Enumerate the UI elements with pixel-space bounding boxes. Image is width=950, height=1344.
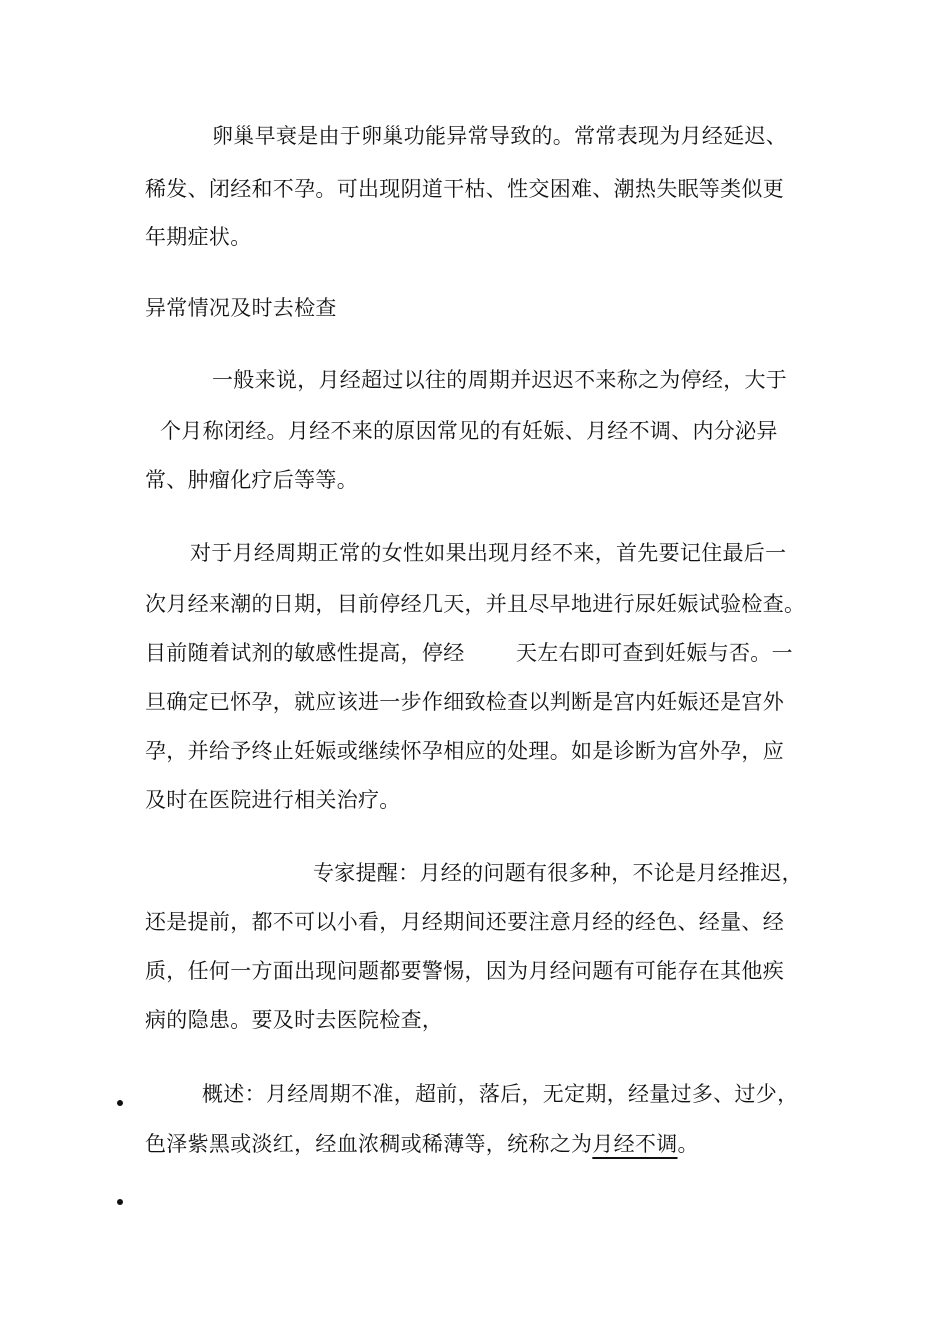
p4-line-4: 病的隐患。要及时去医院检查，	[145, 1008, 444, 1032]
p1-line-2: 稀发、闭经和不孕。可出现阴道干枯、性交困难、潮热失眠等类似更	[145, 177, 784, 201]
p4-line-3: 质，任何一方面出现问题都要警惕，因为月经问题有可能存在其他疾	[145, 959, 784, 983]
p4-line-2: 还是提前，都不可以小看，月经期间还要注意月经的经色、经量、经	[145, 910, 784, 934]
p3-line-3a: 目前随着试剂的敏感性提高，停经	[145, 641, 465, 665]
p3-line-2: 次月经来潮的日期，目前停经几天，并且尽早地进行尿妊娠试验检查。	[145, 592, 806, 616]
p2-line-2: 个月称闭经。月经不来的原因常见的有妊娠、月经不调、内分泌异	[160, 419, 778, 443]
p3-line-5: 孕，并给予终止妊娠或继续怀孕相应的处理。如是诊断为宫外孕，应	[145, 739, 784, 763]
p1-line-3: 年期症状。	[145, 225, 252, 249]
p3-line-4: 旦确定已怀孕，就应该进一步作细致检查以判断是宫内妊娠还是宫外	[145, 690, 784, 714]
p5-line-2	[145, 1129, 699, 1159]
p3-line-6: 及时在医院进行相关治疗。	[145, 788, 401, 812]
p2-line-3: 常、肿瘤化疗后等等。	[145, 468, 358, 492]
p5-line-2-end: 。	[677, 1132, 699, 1156]
p3-line-3b: 天左右即可查到妊娠与否。一	[516, 641, 793, 665]
p3-line-1: 对于月经周期正常的女性如果出现月经不来，首先要记住最后一	[190, 541, 787, 565]
irregular-menstruation-link[interactable]: 月经不调	[592, 1132, 678, 1156]
p1-line-1: 卵巢早衰是由于卵巢功能异常导致的。常常表现为月经延迟、	[212, 124, 788, 148]
list-bullet-empty	[117, 1199, 123, 1205]
section-heading: 异常情况及时去检查	[145, 296, 337, 320]
list-bullet	[117, 1100, 123, 1106]
p5-line-2-text: 色泽紫黑或淡红，经血浓稠或稀薄等，统称之为	[145, 1132, 593, 1156]
p5-line-1: 概述：月经周期不准，超前，落后，无定期，经量过多、过少，	[202, 1082, 799, 1106]
p4-line-1: 专家提醒：月经的问题有很多种，不论是月经推迟，	[313, 861, 803, 885]
p2-line-1: 一般来说，月经超过以往的周期并迟迟不来称之为停经，大于	[212, 368, 788, 392]
